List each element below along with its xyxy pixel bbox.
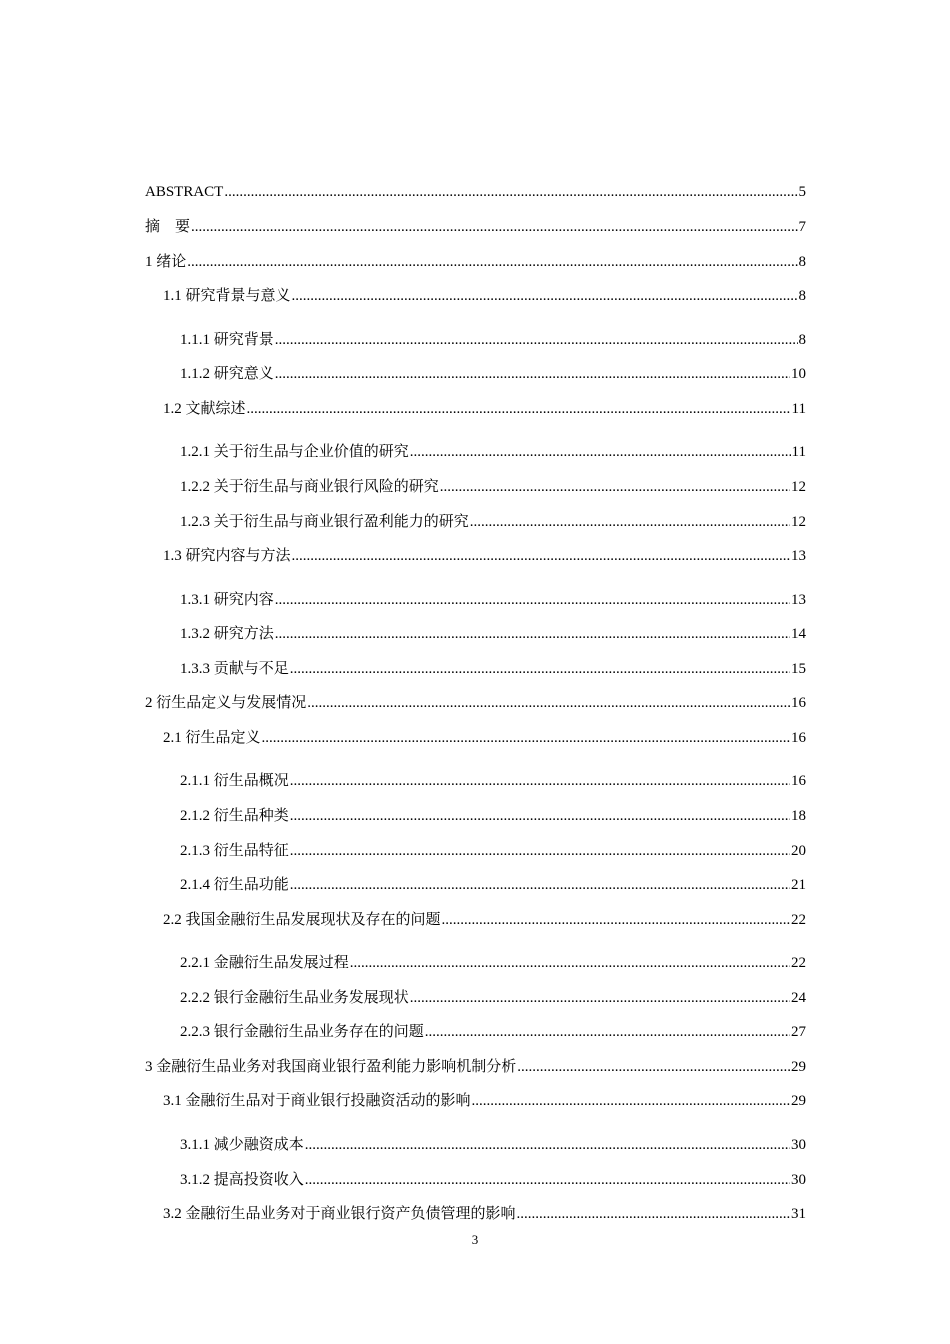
toc-entry-page: 13 bbox=[791, 592, 806, 608]
toc-entry-page: 8 bbox=[798, 332, 806, 348]
toc-leader-dots bbox=[187, 250, 797, 274]
toc-leader-dots bbox=[275, 362, 790, 386]
toc-entry-title: 1.2.1 关于衍生品与企业价值的研究 bbox=[180, 444, 409, 460]
toc-leader-dots bbox=[442, 908, 790, 932]
toc-entry-title: 3.2 金融衍生品业务对于商业银行资产负债管理的影响 bbox=[163, 1206, 516, 1222]
toc-leader-dots bbox=[410, 986, 790, 1010]
toc-entry-page: 21 bbox=[791, 877, 806, 893]
toc-leader-dots bbox=[290, 873, 790, 897]
toc-entry-page: 7 bbox=[798, 219, 806, 235]
toc-entry-title: ABSTRACT bbox=[145, 184, 224, 200]
toc-entry[interactable] bbox=[145, 544, 806, 568]
toc-entry[interactable] bbox=[145, 475, 806, 499]
toc-entry-title: 摘 要 bbox=[145, 219, 191, 235]
toc-entry-title: 1.2.2 关于衍生品与商业银行风险的研究 bbox=[180, 479, 439, 495]
toc-entry[interactable] bbox=[145, 250, 806, 274]
toc-entry-title: 2.1.3 衍生品特征 bbox=[180, 843, 289, 859]
toc-entry[interactable] bbox=[145, 440, 806, 464]
toc-entry-page: 16 bbox=[791, 773, 806, 789]
toc-entry-title: 2.1.1 衍生品概况 bbox=[180, 773, 289, 789]
toc-entry-title: 1.1.2 研究意义 bbox=[180, 366, 274, 382]
toc-entry-title: 1.3 研究内容与方法 bbox=[163, 548, 291, 564]
toc-entry[interactable] bbox=[145, 510, 806, 534]
toc-leader-dots bbox=[275, 328, 798, 352]
toc-entry-page: 29 bbox=[791, 1059, 806, 1075]
toc-entry-title: 2.1 衍生品定义 bbox=[163, 730, 261, 746]
toc-entry[interactable] bbox=[145, 1089, 806, 1113]
toc-entry[interactable] bbox=[145, 180, 806, 204]
toc-entry-page: 11 bbox=[791, 401, 806, 417]
toc-entry[interactable] bbox=[145, 986, 806, 1010]
toc-leader-dots bbox=[305, 1133, 790, 1157]
toc-entry-page: 16 bbox=[791, 695, 806, 711]
toc-entry[interactable] bbox=[145, 951, 806, 975]
page-number: 3 bbox=[471, 1232, 479, 1247]
toc-leader-dots bbox=[275, 622, 790, 646]
toc-leader-dots bbox=[307, 691, 790, 715]
toc-entry[interactable] bbox=[145, 215, 806, 239]
toc-leader-dots bbox=[290, 839, 790, 863]
toc-leader-dots bbox=[305, 1168, 790, 1192]
toc-entry[interactable] bbox=[145, 839, 806, 863]
toc-entry-title: 2.1.2 衍生品种类 bbox=[180, 808, 289, 824]
toc-entry-page: 20 bbox=[791, 843, 806, 859]
toc-entry-page: 5 bbox=[798, 184, 806, 200]
toc-leader-dots bbox=[517, 1055, 790, 1079]
toc-entry[interactable] bbox=[145, 769, 806, 793]
toc-entry-page: 16 bbox=[791, 730, 806, 746]
toc-entry-page: 31 bbox=[791, 1206, 806, 1222]
toc-leader-dots bbox=[440, 475, 790, 499]
toc-entry[interactable] bbox=[145, 1168, 806, 1192]
toc-entry[interactable] bbox=[145, 908, 806, 932]
toc-leader-dots bbox=[290, 657, 790, 681]
toc-entry-page: 12 bbox=[791, 479, 806, 495]
toc-entry-title: 1.2.3 关于衍生品与商业银行盈利能力的研究 bbox=[180, 514, 469, 530]
toc-entry-page: 30 bbox=[791, 1137, 806, 1153]
toc-leader-dots bbox=[292, 284, 798, 308]
toc-leader-dots bbox=[470, 510, 790, 534]
toc-entry-title: 2 衍生品定义与发展情况 bbox=[145, 695, 307, 711]
toc-entry[interactable] bbox=[145, 804, 806, 828]
toc-entry[interactable] bbox=[145, 1133, 806, 1157]
toc-leader-dots bbox=[262, 726, 790, 750]
toc-entry-title: 3.1.2 提高投资收入 bbox=[180, 1172, 304, 1188]
toc-entry-page: 13 bbox=[791, 548, 806, 564]
toc-entry-title: 2.1.4 衍生品功能 bbox=[180, 877, 289, 893]
toc-entry-title: 2.2.3 银行金融衍生品业务存在的问题 bbox=[180, 1024, 424, 1040]
toc-entry-page: 11 bbox=[791, 444, 806, 460]
toc-leader-dots bbox=[247, 397, 791, 421]
toc-entry-title: 1.3.3 贡献与不足 bbox=[180, 661, 289, 677]
toc-entry-page: 18 bbox=[791, 808, 806, 824]
toc-leader-dots bbox=[224, 180, 797, 204]
toc-entry-title: 1.3.1 研究内容 bbox=[180, 592, 274, 608]
toc-leader-dots bbox=[472, 1089, 790, 1113]
toc-leader-dots bbox=[275, 588, 790, 612]
toc-leader-dots bbox=[290, 804, 790, 828]
toc-entry-page: 30 bbox=[791, 1172, 806, 1188]
toc-entry[interactable] bbox=[145, 622, 806, 646]
toc-leader-dots bbox=[191, 215, 797, 239]
toc-entry-title: 1.1.1 研究背景 bbox=[180, 332, 274, 348]
toc-entry-page: 24 bbox=[791, 990, 806, 1006]
toc-leader-dots bbox=[350, 951, 790, 975]
toc-entry-title: 3 金融衍生品业务对我国商业银行盈利能力影响机制分析 bbox=[145, 1059, 517, 1075]
toc-entry[interactable] bbox=[145, 657, 806, 681]
toc-entry[interactable] bbox=[145, 328, 806, 352]
toc-entry[interactable] bbox=[145, 588, 806, 612]
toc-leader-dots bbox=[410, 440, 791, 464]
toc-entry-page: 8 bbox=[798, 288, 806, 304]
toc-entry-page: 27 bbox=[791, 1024, 806, 1040]
toc-entry-page: 15 bbox=[791, 661, 806, 677]
toc-entry[interactable] bbox=[145, 1020, 806, 1044]
toc-entry-page: 12 bbox=[791, 514, 806, 530]
toc-entry-title: 3.1 金融衍生品对于商业银行投融资活动的影响 bbox=[163, 1093, 471, 1109]
toc-entry-page: 8 bbox=[798, 254, 806, 270]
toc-entry-title: 2.2.2 银行金融衍生品业务发展现状 bbox=[180, 990, 409, 1006]
toc-entry[interactable] bbox=[145, 726, 806, 750]
toc-entry-title: 1.3.2 研究方法 bbox=[180, 626, 274, 642]
toc-leader-dots bbox=[292, 544, 790, 568]
toc-entry[interactable] bbox=[145, 362, 806, 386]
toc-entry-page: 29 bbox=[791, 1093, 806, 1109]
toc-entry[interactable] bbox=[145, 873, 806, 897]
toc-entry[interactable] bbox=[145, 284, 806, 308]
toc-leader-dots bbox=[425, 1020, 790, 1044]
toc-entry-page: 14 bbox=[791, 626, 806, 642]
toc-entry-title: 2.2.1 金融衍生品发展过程 bbox=[180, 955, 349, 971]
toc-entry[interactable] bbox=[145, 691, 806, 715]
toc-entry-page: 10 bbox=[791, 366, 806, 382]
toc-leader-dots bbox=[517, 1202, 790, 1226]
toc-entry-title: 3.1.1 减少融资成本 bbox=[180, 1137, 304, 1153]
toc-entry-title: 2.2 我国金融衍生品发展现状及存在的问题 bbox=[163, 912, 441, 928]
toc-entry[interactable] bbox=[145, 397, 806, 421]
toc-entry[interactable] bbox=[145, 1202, 806, 1226]
toc-entry-title: 1 绪论 bbox=[145, 254, 187, 270]
toc-entry-title: 1.1 研究背景与意义 bbox=[163, 288, 291, 304]
toc-entry-title: 1.2 文献综述 bbox=[163, 401, 246, 417]
toc-entry-page: 22 bbox=[791, 955, 806, 971]
toc-leader-dots bbox=[290, 769, 790, 793]
toc-entry-page: 22 bbox=[791, 912, 806, 928]
toc-entry[interactable] bbox=[145, 1055, 806, 1079]
